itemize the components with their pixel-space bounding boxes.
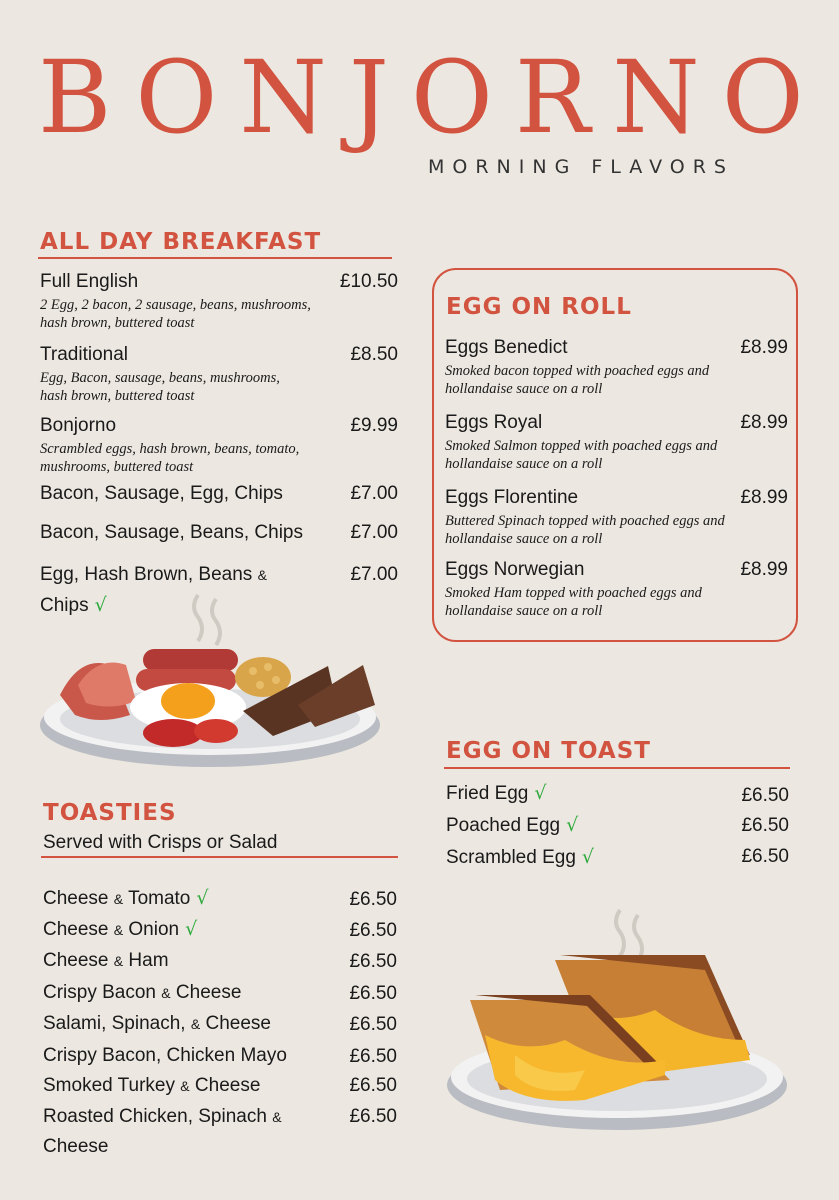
item-name: Roasted Chicken, Spinach &	[43, 1106, 282, 1127]
item-price: £9.99	[350, 415, 398, 436]
item-name: Scrambled Egg √	[446, 846, 595, 868]
toasties-title: TOASTIES	[43, 800, 177, 826]
vegetarian-check-icon: √	[196, 887, 209, 909]
item-price: £7.00	[350, 483, 398, 504]
item-name: Poached Egg √	[446, 814, 579, 836]
item-name: Egg, Hash Brown, Beans &	[40, 564, 267, 585]
item-name: Cheese & Ham	[43, 950, 169, 971]
item-name: Crispy Bacon, Chicken Mayo	[43, 1045, 287, 1066]
vegetarian-check-icon: √	[581, 846, 595, 868]
item-price: £6.50	[349, 951, 397, 972]
item-desc: Smoked Ham topped with poached eggs and hollandaise sauce on a roll	[445, 585, 702, 619]
item-desc: 2 Egg, 2 bacon, 2 sausage, beans, mushrooms, hash brown, buttered toast	[40, 297, 311, 331]
full-breakfast-plate-illustration	[38, 585, 388, 785]
egg-on-roll-title: EGG ON ROLL	[446, 294, 632, 320]
item-price: £8.99	[740, 487, 788, 508]
brand-tagline: MORNING FLAVORS	[428, 156, 734, 178]
vegetarian-check-icon: √	[534, 782, 547, 804]
item-name: Fried Egg √	[446, 782, 547, 804]
item-price: £6.50	[741, 846, 789, 867]
item-name: Eggs Florentine	[445, 487, 579, 508]
item-price: £7.00	[350, 564, 398, 585]
item-desc: Scrambled eggs, hash brown, beans, tomato, mushrooms, buttered toast	[40, 441, 300, 475]
item-desc: Smoked Salmon topped with poached eggs and hollandaise sauce on a roll	[445, 438, 718, 472]
item-price: £6.50	[349, 1046, 397, 1067]
item-price: £6.50	[741, 815, 789, 836]
item-price: £8.99	[740, 337, 788, 358]
all-day-breakfast-title: ALL DAY BREAKFAST	[40, 229, 322, 255]
egg-on-toast-rule	[444, 767, 790, 769]
item-name: Cheese & Onion √	[43, 918, 198, 940]
vegetarian-check-icon: √	[185, 918, 198, 940]
item-name: Salami, Spinach, & Cheese	[43, 1013, 271, 1034]
item-price: £8.99	[740, 559, 788, 580]
item-name: Cheese & Tomato √	[43, 887, 209, 909]
item-price: £10.50	[339, 271, 398, 292]
item-desc: Egg, Bacon, sausage, beans, mushrooms, hash brown, buttered toast	[40, 370, 280, 404]
item-name: Eggs Norwegian	[445, 559, 585, 580]
item-price: £6.50	[349, 1075, 397, 1096]
item-price: £6.50	[349, 983, 397, 1004]
egg-on-toast-title: EGG ON TOAST	[446, 738, 651, 764]
brand-title: BONJORNO	[38, 39, 826, 156]
item-name: Full English	[40, 271, 139, 292]
item-name-cont: Chips √	[40, 594, 107, 616]
item-name-cont: Cheese	[43, 1136, 109, 1157]
item-price: £6.50	[741, 785, 789, 806]
menu-item	[43, 1106, 397, 1162]
toasties-subtitle: Served with Crisps or Salad	[43, 832, 278, 853]
toastie-plate-illustration	[445, 905, 795, 1135]
item-desc: Smoked bacon topped with poached eggs and hollandaise sauce on a roll	[445, 363, 710, 397]
item-name: Eggs Royal	[445, 412, 543, 433]
vegetarian-check-icon: √	[566, 814, 579, 836]
item-name: Bacon, Sausage, Beans, Chips	[40, 522, 304, 543]
item-price: £6.50	[349, 920, 397, 941]
item-name: Bacon, Sausage, Egg, Chips	[40, 483, 283, 504]
toasties-rule	[41, 856, 398, 858]
item-price: £6.50	[349, 1014, 397, 1035]
item-price: £8.50	[350, 344, 398, 365]
item-name: Eggs Benedict	[445, 337, 568, 358]
item-name: Crispy Bacon & Cheese	[43, 982, 242, 1003]
item-price: £7.00	[350, 522, 398, 543]
item-price: £6.50	[349, 889, 397, 910]
item-name: Traditional	[40, 344, 129, 365]
vegetarian-check-icon: √	[94, 594, 107, 616]
item-desc: Buttered Spinach topped with poached eggs and hollandaise sauce on a roll	[445, 513, 725, 547]
item-name: Bonjorno	[40, 415, 117, 436]
item-price: £6.50	[349, 1106, 397, 1127]
item-price: £8.99	[740, 412, 788, 433]
item-name: Smoked Turkey & Cheese	[43, 1075, 261, 1096]
all-day-breakfast-rule	[38, 257, 392, 259]
